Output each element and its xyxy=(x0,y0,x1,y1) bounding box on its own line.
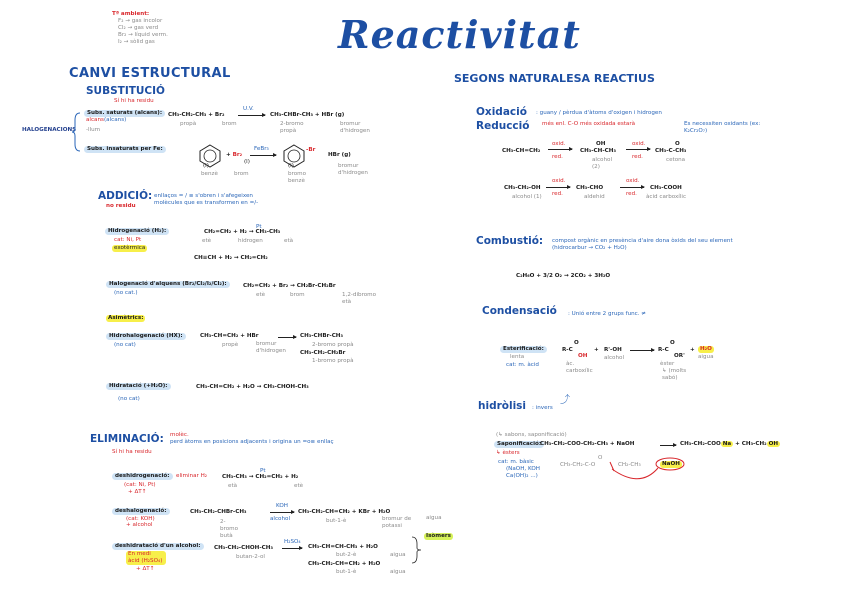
eq5-label-brom: brom xyxy=(290,292,305,298)
eq9-label-aigua: aigua xyxy=(426,515,442,521)
eq14-l-oh: OH xyxy=(578,353,588,359)
eq15-arrow xyxy=(660,445,676,446)
eq16-naoh: NaOH xyxy=(662,461,680,467)
eq16-circle-annotation xyxy=(600,455,690,491)
addicio-no-residu: no residu xyxy=(106,203,136,209)
eq1-label-propa: propà xyxy=(180,121,197,127)
halogenacions-label: HALOGENACIONS xyxy=(22,127,77,133)
eq11-mid-label: alcohol (2) xyxy=(592,157,613,170)
eq14-l: R-C xyxy=(562,347,573,353)
saponificacio-label: Saponificació: xyxy=(494,441,544,448)
eq10-label-but2e: but-2-è xyxy=(336,552,357,558)
eq3-cat: Pt xyxy=(256,224,262,230)
section-heading-canvi-estructural: CANVI ESTRUCTURAL xyxy=(69,66,231,81)
eq11-oxid: oxid. xyxy=(552,141,566,147)
eliminacio-residu: Sí hi ha residu xyxy=(112,449,152,455)
eq2-label-brom: brom xyxy=(234,171,249,177)
eq6-rhs2: CH₃-CH₂-CH₂Br xyxy=(300,350,346,356)
eq1-label-brom: brom xyxy=(222,121,237,127)
eq13: C₂H₆O + 3/2 O₂ → 2CO₂ + 3H₂O xyxy=(516,273,611,279)
hidrogenacio-cat: cat: Ni, Pt xyxy=(114,237,142,243)
eq1-arrow xyxy=(238,115,265,116)
asimetrics-label: Asimètrics: xyxy=(108,315,144,321)
eq14-label-acid: àc. carboxílic xyxy=(566,361,593,374)
eq11-lhs: CH₃-CH=CH₂ xyxy=(502,148,541,154)
eq12-rhs: CH₃-COOH xyxy=(650,185,682,191)
hidrolisi-note: (↳ sabons, saponificació) xyxy=(496,432,567,438)
deshidrogenacio-label: deshidrogenació: xyxy=(112,473,173,480)
eq10-label-aigua: aigua xyxy=(390,552,406,558)
eq8-label-eta: età xyxy=(228,483,238,489)
eq6-arrow xyxy=(278,337,296,338)
saponificacio-cat3: Ca(OH)₂ ...) xyxy=(506,473,538,479)
eq11-arrow-oxid xyxy=(548,149,572,150)
eq14-l-top: O xyxy=(574,340,579,346)
esterificacio-sub: lenta xyxy=(510,354,525,360)
eq14-arrow xyxy=(630,350,654,351)
condensacio-heading: Condensació xyxy=(482,305,557,317)
eq9-label-bromobuta: 2-bromo butà xyxy=(220,519,239,539)
eq11-rhs-label: cetona xyxy=(666,157,686,163)
eq14-water: H₂O xyxy=(700,346,712,352)
eq2-br-sub: -Br xyxy=(306,147,316,153)
eq9-alcohol: alcohol xyxy=(270,516,291,522)
substitucio-heading: SUBSTITUCIÓ xyxy=(86,85,165,97)
eq6-label-2bromo: 2-bromo propà xyxy=(312,342,354,348)
eq12-red: red. xyxy=(626,191,637,197)
eq2-l-label: (l) xyxy=(244,159,250,165)
isomers-label: Isòmers xyxy=(426,533,451,539)
hidrohalogenacio-cat: (no cat) xyxy=(114,342,136,348)
eq12-mid-label: aldehid xyxy=(584,194,605,200)
subs-saturats-label: Subs. saturats (alcans): xyxy=(84,110,165,117)
hidratacio-cat: (no cat) xyxy=(118,396,140,402)
combustio-desc: compost orgànic en presència d'aire dona òxids del seu element xyxy=(552,238,733,244)
esterificacio-label: Esterificació: xyxy=(500,346,547,353)
eq2-label-bromobenze: bromo benzè xyxy=(288,171,307,184)
eq11-red: red. xyxy=(552,154,563,160)
eq2-arrow xyxy=(250,155,276,156)
eq9-arrow xyxy=(270,512,294,513)
eq14-plus2: + xyxy=(690,347,695,353)
eq12-mid: CH₃-CHO xyxy=(576,185,604,191)
hidrolisi-arrow-up: ⤴ xyxy=(560,395,570,406)
eq12-oxid: oxid. xyxy=(552,178,566,184)
eq14-label-ester: èster xyxy=(660,361,675,367)
alcans-label: alcans xyxy=(86,117,104,123)
eq9-rhs: CH₃-CH₂-CH=CH₂ + KBr + H₂O xyxy=(298,509,391,515)
addicio-desc: enllaços = / ≡ s'obren i s'afegeixen xyxy=(154,193,253,199)
eq10-arrow xyxy=(282,548,302,549)
eq14-r-or: OR' xyxy=(674,353,685,359)
eliminacio-desc: perd àtoms en posicions adjacents i origina un =o≡ enllaç xyxy=(170,439,334,445)
condensacio-desc: : Unió entre 2 grups func. ≠ xyxy=(568,311,646,317)
eq11-mid-top: OH xyxy=(596,141,606,147)
deshidrogenacio-note: eliminar H₂ xyxy=(176,473,208,479)
eq11-oxid: oxid. xyxy=(632,141,646,147)
eq5: CH₂=CH₂ + Br₂ → CH₂Br-CH₂Br xyxy=(243,283,336,289)
eq1-uv: U.V. xyxy=(243,106,254,112)
addicio-heading: ADDICIÓ: xyxy=(98,190,153,202)
eq11-red: red. xyxy=(632,154,643,160)
ambient-line: Cl₂ → gas verd xyxy=(118,25,159,31)
eq10-lhs: CH₃-CH₂-CHOH-CH₃ xyxy=(214,545,273,551)
oxidacio-oxidants: Es necessiten oxidants (ex: K₂Cr₂O₇) xyxy=(684,121,761,134)
eq16: CH₃-CH₂-C-O xyxy=(560,462,596,468)
isomers-brace xyxy=(412,536,422,564)
eq2-l-label: (l) xyxy=(288,163,294,169)
eq8: CH₃-CH₃ → CH₂=CH₂ + H₂ xyxy=(222,474,299,480)
halogenacio-cat: (no cat.) xyxy=(114,290,138,296)
eq11-mid: CH₃-CH-CH₃ xyxy=(580,148,616,154)
eq2-hbr: HBr (g) xyxy=(328,152,351,158)
eq9-koh: KOH xyxy=(276,503,288,509)
deshidratacio-cat: En medi àcid (H₂SO₄) xyxy=(126,551,166,565)
eq14-plus: + xyxy=(594,347,599,353)
llum-label: -llum xyxy=(86,127,101,133)
eq12-label: alcohol (1) xyxy=(512,194,542,200)
eq7: CH₃-CH=CH₂ + H₂O → CH₃-CHOH-CH₃ xyxy=(196,384,309,390)
ambient-heading: Tª ambient: xyxy=(112,11,150,17)
eq4: CH≡CH + H₂ → CH₂=CH₂ xyxy=(194,255,268,261)
hidrogenacio-label: Hidrogenació (H₂): xyxy=(105,228,169,235)
eq6-label-1bromo: 1-bromo propà xyxy=(312,358,354,364)
eq2-plus: + Br₂ xyxy=(226,152,243,158)
eq11-arrow-oxid2 xyxy=(626,149,650,150)
eq14-label-ester2: ↳ (molts sabó) xyxy=(662,368,687,381)
eq1-rhs: CH₃-CHBr-CH₃ + HBr (g) xyxy=(270,112,345,118)
oxidacio-heading: Oxidació xyxy=(476,106,527,118)
addicio-desc: molècules que es transformen en =/- xyxy=(154,200,259,206)
eq6-label-bromur: bromur d'hidrogen xyxy=(256,341,286,354)
eq11-rhs: CH₃-C-CH₃ xyxy=(655,148,687,154)
alcans-sub-label: (alcans) xyxy=(104,117,127,123)
eq10-label-aigua: aigua xyxy=(390,569,406,575)
eq2-label-benze: benzè xyxy=(201,171,218,177)
page-title: Reactivitat xyxy=(338,12,581,57)
benzene-ring xyxy=(198,144,222,168)
oxidacio-desc: : guany / pèrdua d'àtoms d'oxigen i hidrogen xyxy=(536,110,662,116)
eq12-lhs: CH₃-CH₂-OH xyxy=(504,185,541,191)
eq8-cat: Pt xyxy=(260,468,266,474)
eq3-label-hidrogen: hidrogen xyxy=(238,238,263,244)
saponificacio-esters: ↳ èsters xyxy=(496,450,520,456)
hidrogenacio-exo: exotèrmica xyxy=(114,245,146,251)
deshalogenacio-cat2: + alcohol xyxy=(126,522,153,528)
eq14-r-top: O xyxy=(670,340,675,346)
halogenacions-brace xyxy=(72,112,82,152)
ambient-line: Br₂ → líquid verm. xyxy=(118,32,168,38)
ambient-line: F₂ → gas incolor xyxy=(118,18,163,24)
eq12-red: red. xyxy=(552,191,563,197)
eq2-l-label: (l) xyxy=(203,163,209,169)
eq12-arrow2 xyxy=(620,187,644,188)
deshalogenacio-cat: (cat: KOH) xyxy=(126,516,155,522)
saponificacio-cat: cat: m. bàsic xyxy=(498,459,534,465)
eq15-lhs: CH₃-CH₂-COO-CH₂-CH₃ + NaOH xyxy=(540,441,635,447)
eq2-catalyst: FeBr₃ xyxy=(254,146,269,152)
substitucio-note: Sí hi ha residu xyxy=(114,98,154,104)
eq10-label-but1e: but-1-è xyxy=(336,569,357,575)
eq3-label-eta: età xyxy=(284,238,294,244)
eq6-rhs1: CH₃-CHBr-CH₃ xyxy=(300,333,343,339)
combustio-heading: Combustió: xyxy=(476,235,544,247)
deshidratacio-label: deshidratació d'un alcohol: xyxy=(112,543,204,550)
eq10-acid: H₂SO₄ xyxy=(284,539,301,545)
eq5-label-dibromo: 1,2-dibromo età xyxy=(342,292,377,305)
eq2-label-bromur: bromur d'hidrogen xyxy=(338,163,368,176)
eq3: CH₂=CH₂ + H₂ → CH₃-CH₃ xyxy=(204,229,281,235)
subs-insaturats-label: Subs. insaturats per Fe: xyxy=(84,146,166,153)
saponificacio-cat2: (NaOH, KOH xyxy=(506,466,540,472)
deshidrogenacio-cat: (cat: Ni, Pt) xyxy=(124,482,156,488)
eq3-label-ete: etè xyxy=(202,238,212,244)
reduccio-heading: Reducció xyxy=(476,120,530,132)
eq14-label-alcohol: alcohol xyxy=(604,355,625,361)
eq16-top: O xyxy=(598,455,603,461)
eq9-label-butene: but-1-è xyxy=(326,518,347,524)
eq16-r: CH₂-CH₃ xyxy=(618,462,641,468)
eq5-label-ete: etè xyxy=(256,292,266,298)
ambient-note xyxy=(112,11,168,46)
eq6-lhs: CH₃-CH=CH₂ + HBr xyxy=(200,333,259,339)
eq10-rhs2: CH₃-CH₂-CH=CH₂ + H₂O xyxy=(308,561,381,567)
eq12-rhs-label: àcid carboxílic xyxy=(646,194,687,200)
eq14-label-aigua: aigua xyxy=(698,354,714,360)
eq8-label-ete: etè xyxy=(294,483,304,489)
eq14-m: R'-OH xyxy=(604,347,622,353)
deshalogenacio-label: deshalogenació: xyxy=(112,508,170,515)
combustio-desc2: (hidrocarbur → CO₂ + H₂O) xyxy=(552,245,627,251)
hidrolisi-heading: hidròlisi xyxy=(478,400,527,412)
eq10-rhs1: CH₃-CH=CH-CH₃ + H₂O xyxy=(308,544,378,550)
eq11-rhs-top: O xyxy=(675,141,680,147)
eliminacio-desc-top: molèc. xyxy=(170,432,189,438)
oxidacio-desc2: més enl. C-O més oxidada estarà xyxy=(542,121,636,127)
bromobenzene-ring xyxy=(282,144,306,168)
eq10-label-butanol: butan-2-ol xyxy=(236,554,265,560)
eq1-label-bromur: bromur d'hidrogen xyxy=(340,121,370,134)
eliminacio-heading: ELIMINACIÓ: xyxy=(90,433,164,445)
ambient-line: I₂ → sòlid gas xyxy=(118,39,155,45)
hidratacio-label: Hidratació (+H₂O): xyxy=(106,383,171,390)
eq1-label-bromopropa: 2-bromo propà xyxy=(280,121,304,134)
section-heading-naturalesa: SEGONS NATURALESA REACTIUS xyxy=(454,72,655,85)
hidrohalogenacio-label: Hidrohalogenació (HX): xyxy=(106,333,186,340)
eq14-r: R-C xyxy=(658,347,669,353)
eq1-lhs: CH₃-CH₂-CH₃ + Br₂ xyxy=(168,112,225,118)
esterificacio-cat: cat: m. àcid xyxy=(506,362,539,368)
eq9-lhs: CH₃-CH₂-CHBr-CH₃ xyxy=(190,509,247,515)
eq12-oxid: oxid. xyxy=(626,178,640,184)
eq15-rhs: CH₃-CH₂-COO Na + CH₃-CH₂ OH xyxy=(680,441,779,447)
deshidratacio-dt: + ΔT↑ xyxy=(136,566,155,572)
eq6-label-propa: propè xyxy=(222,342,239,348)
halogenacio-label: Halogenació d'alquens (Br₂/Cl₂/I₂/Cl₂): xyxy=(106,281,230,288)
eq9-label-bromur: bromur de potassi xyxy=(382,516,412,529)
hidrolisi-desc: : invers xyxy=(532,405,553,411)
eq12-arrow xyxy=(546,187,570,188)
deshidrogenacio-dt: + ΔT↑ xyxy=(128,489,147,495)
